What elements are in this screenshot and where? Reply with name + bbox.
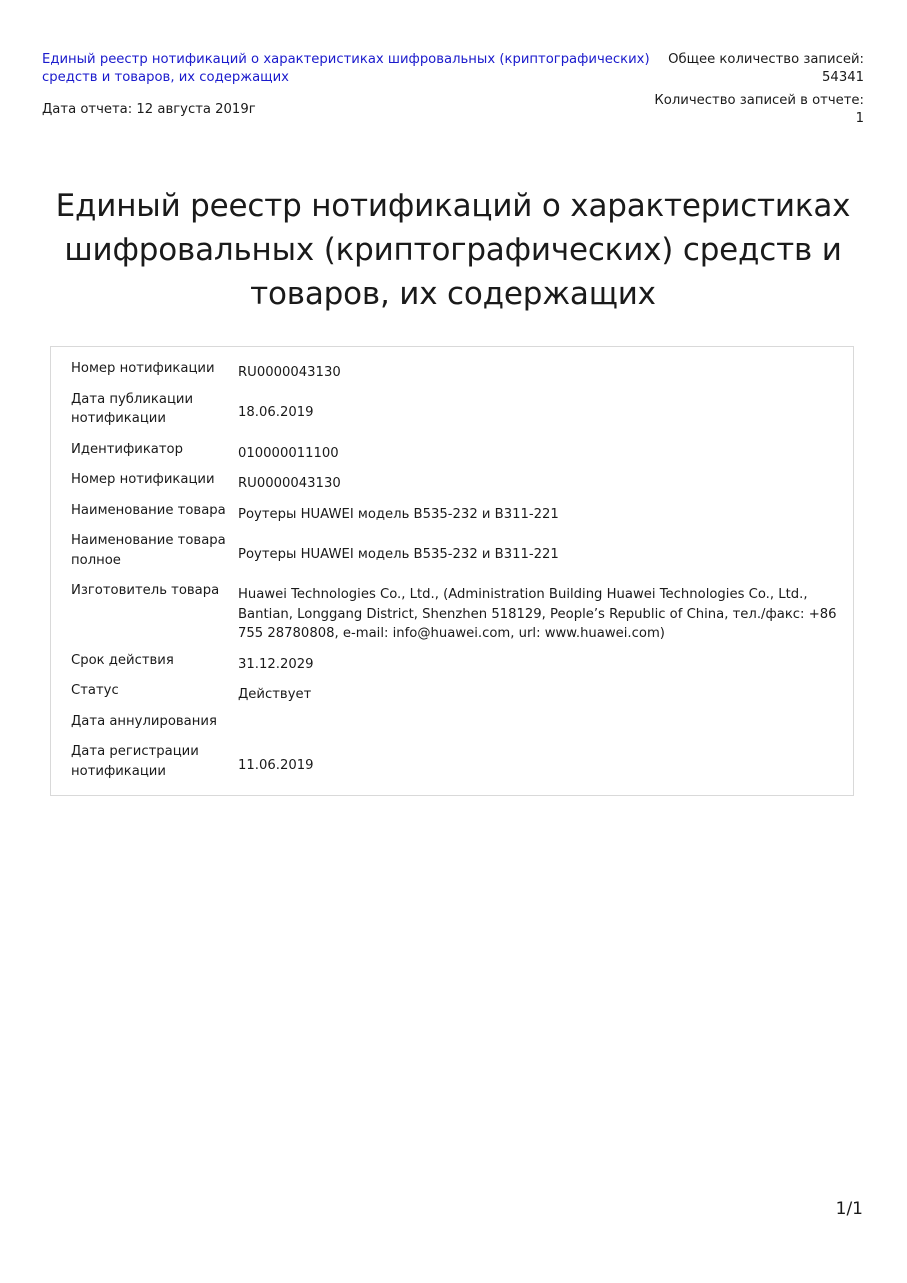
record-row-product-full-name <box>71 531 855 581</box>
field-label: Дата регистрации нотификации <box>71 744 199 779</box>
record-row-annulment-date <box>71 712 855 743</box>
record-counts <box>654 51 864 128</box>
notification-record-card <box>50 346 854 796</box>
field-value: Роутеры HUAWEI модель B535-232 и B311-221 <box>238 506 559 522</box>
page-number: 1/1 <box>835 1199 863 1219</box>
notification-record-table <box>71 359 855 792</box>
field-value: Действует <box>238 687 312 702</box>
field-label: Наименование товара <box>71 502 226 518</box>
registry-link[interactable]: Единый реестр нотификаций о характеристиках шифровальных (криптографических) средств и товаров, их содержащих <box>42 52 650 85</box>
record-row-registration-date <box>71 742 855 792</box>
field-label: Срок действия <box>71 652 174 668</box>
field-label: Дата публикации нотификации <box>71 391 194 426</box>
record-row-product-name <box>71 501 855 532</box>
field-label: Наименование товара полное <box>71 533 226 568</box>
total-records: Общее количество записей: 54341 <box>668 52 864 85</box>
field-value: Роутеры HUAWEI модель B535-232 и B311-221 <box>238 546 559 562</box>
record-row-manufacturer <box>71 581 855 651</box>
field-value: 18.06.2019 <box>238 405 314 421</box>
page-title: Единый реестр нотификаций о характеристиках шифровальных (криптографических) средств и товаров, их содержащих <box>55 188 851 312</box>
field-label: Дата аннулирования <box>71 713 217 729</box>
field-value: RU0000043130 <box>238 365 341 380</box>
field-label: Идентификатор <box>71 441 183 457</box>
record-row-validity <box>71 651 855 682</box>
record-row-notification-number-2 <box>71 470 855 501</box>
report-date: Дата отчета: 12 августа 2019г <box>42 102 256 117</box>
field-value <box>238 712 855 743</box>
report-records: Количество записей в отчете: 1 <box>654 93 864 126</box>
field-label: Статус <box>71 683 119 698</box>
record-row-notification-number <box>71 359 855 390</box>
field-value: 11.06.2019 <box>238 757 314 773</box>
field-value: 010000011100 <box>238 445 339 461</box>
field-value: 31.12.2029 <box>238 656 314 672</box>
field-label: Изготовитель товара <box>71 583 220 598</box>
field-value: RU0000043130 <box>238 476 341 491</box>
record-row-status <box>71 681 855 712</box>
record-row-identifier <box>71 440 855 471</box>
field-value: Huawei Technologies Co., Ltd., (Administration Building Huawei Technologies Co., Ltd., Bantian, Longgang District, Shenzhen 518129, People’s Republic of China, тел./факс: +86 755 28780808, e-mail: info@huawei.com, url: www.huawei.com) <box>238 587 837 641</box>
field-label: Номер нотификации <box>71 472 215 487</box>
field-label: Номер нотификации <box>71 361 215 376</box>
record-row-publication-date <box>71 390 855 440</box>
